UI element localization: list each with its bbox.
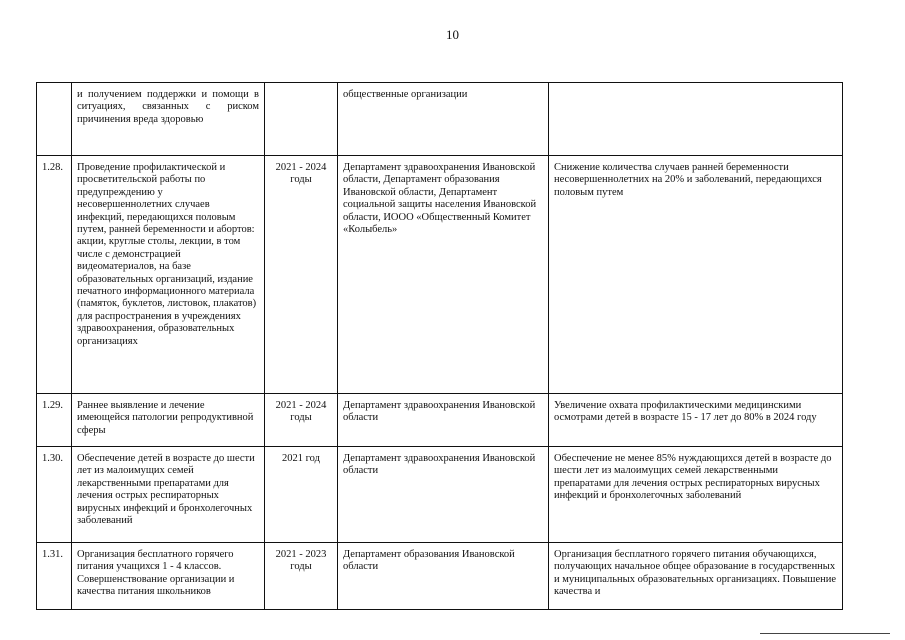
expected-result: Обеспечение не менее 85% нуждающихся детей в возрасте до шести лет из малоимущих семей лекарственными препаратами для лечения острых респираторных вирусных инфекций и бронхолегочных заболеваний — [549, 447, 843, 543]
implementation-period: 2021 - 2024 годы — [265, 156, 338, 394]
implementation-period: 2021 - 2024 годы — [265, 394, 338, 447]
measure-description: Проведение профилактической и просветительской работы по предупреждению у несовершеннолетних случаев инфекций, передающихся половым путем, ранней беременности и абортов: акции, круглые столы, лекции, в том числе с демонстрацией видеоматериалов, на базе образовательных организаций, издание печатного информационного материала (памяток, буклетов, листовок, плакатов) для распространения в учреждениях здравоохранения, образовательных организациях — [72, 156, 265, 394]
row-number: 1.28. — [37, 156, 72, 394]
table-row — [37, 394, 843, 447]
page-number: 10 — [446, 27, 459, 42]
expected-result: Снижение количества случаев ранней беременности несовершеннолетних на 20% и заболеваний, передающихся половым путем — [549, 156, 843, 394]
responsible-executors: общественные организации — [338, 83, 549, 156]
implementation-period: 2021 - 2023 годы — [265, 543, 338, 610]
expected-result — [549, 83, 843, 156]
implementation-period — [265, 83, 338, 156]
table-row — [37, 447, 843, 543]
implementation-period: 2021 год — [265, 447, 338, 543]
row-number — [37, 83, 72, 156]
measure-description: Организация бесплатного горячего питания учащихся 1 - 4 классов. Совершенствование организации и качества питания школьников — [72, 543, 265, 610]
measure-description: и получением поддержки и помощи в ситуациях, связанных с риском причинения вреда здоровью — [72, 83, 265, 156]
expected-result: Увеличение охвата профилактическими медицинскими осмотрами детей в возрасте 15 - 17 лет до 80% в 2024 году — [549, 394, 843, 447]
table-row — [37, 156, 843, 394]
row-number: 1.30. — [37, 447, 72, 543]
measure-description: Обеспечение детей в возрасте до шести лет из малоимущих семей лекарственными препаратами для лечения острых респираторных вирусных инфекций и бронхолегочных заболеваний — [72, 447, 265, 543]
responsible-executors: Департамент здравоохранения Ивановской области, Департамент образования Ивановской области, Департамент социальной защиты населения Ивановской области, ИООО «Общественный Комитет «Колыбель» — [338, 156, 549, 394]
table-row — [37, 543, 843, 610]
measure-description: Раннее выявление и лечение имеющейся патологии репродуктивной сферы — [72, 394, 265, 447]
measures-table — [36, 82, 843, 610]
scan-edge-line — [760, 633, 890, 634]
expected-result: Организация бесплатного горячего питания обучающихся, получающих начальное общее образование в государственных и муниципальных образовательных организациях. Повышение качества и — [549, 543, 843, 610]
responsible-executors: Департамент здравоохранения Ивановской области — [338, 394, 549, 447]
responsible-executors: Департамент образования Ивановской области — [338, 543, 549, 610]
row-number: 1.31. — [37, 543, 72, 610]
table-row — [37, 83, 843, 156]
responsible-executors: Департамент здравоохранения Ивановской области — [338, 447, 549, 543]
row-number: 1.29. — [37, 394, 72, 447]
